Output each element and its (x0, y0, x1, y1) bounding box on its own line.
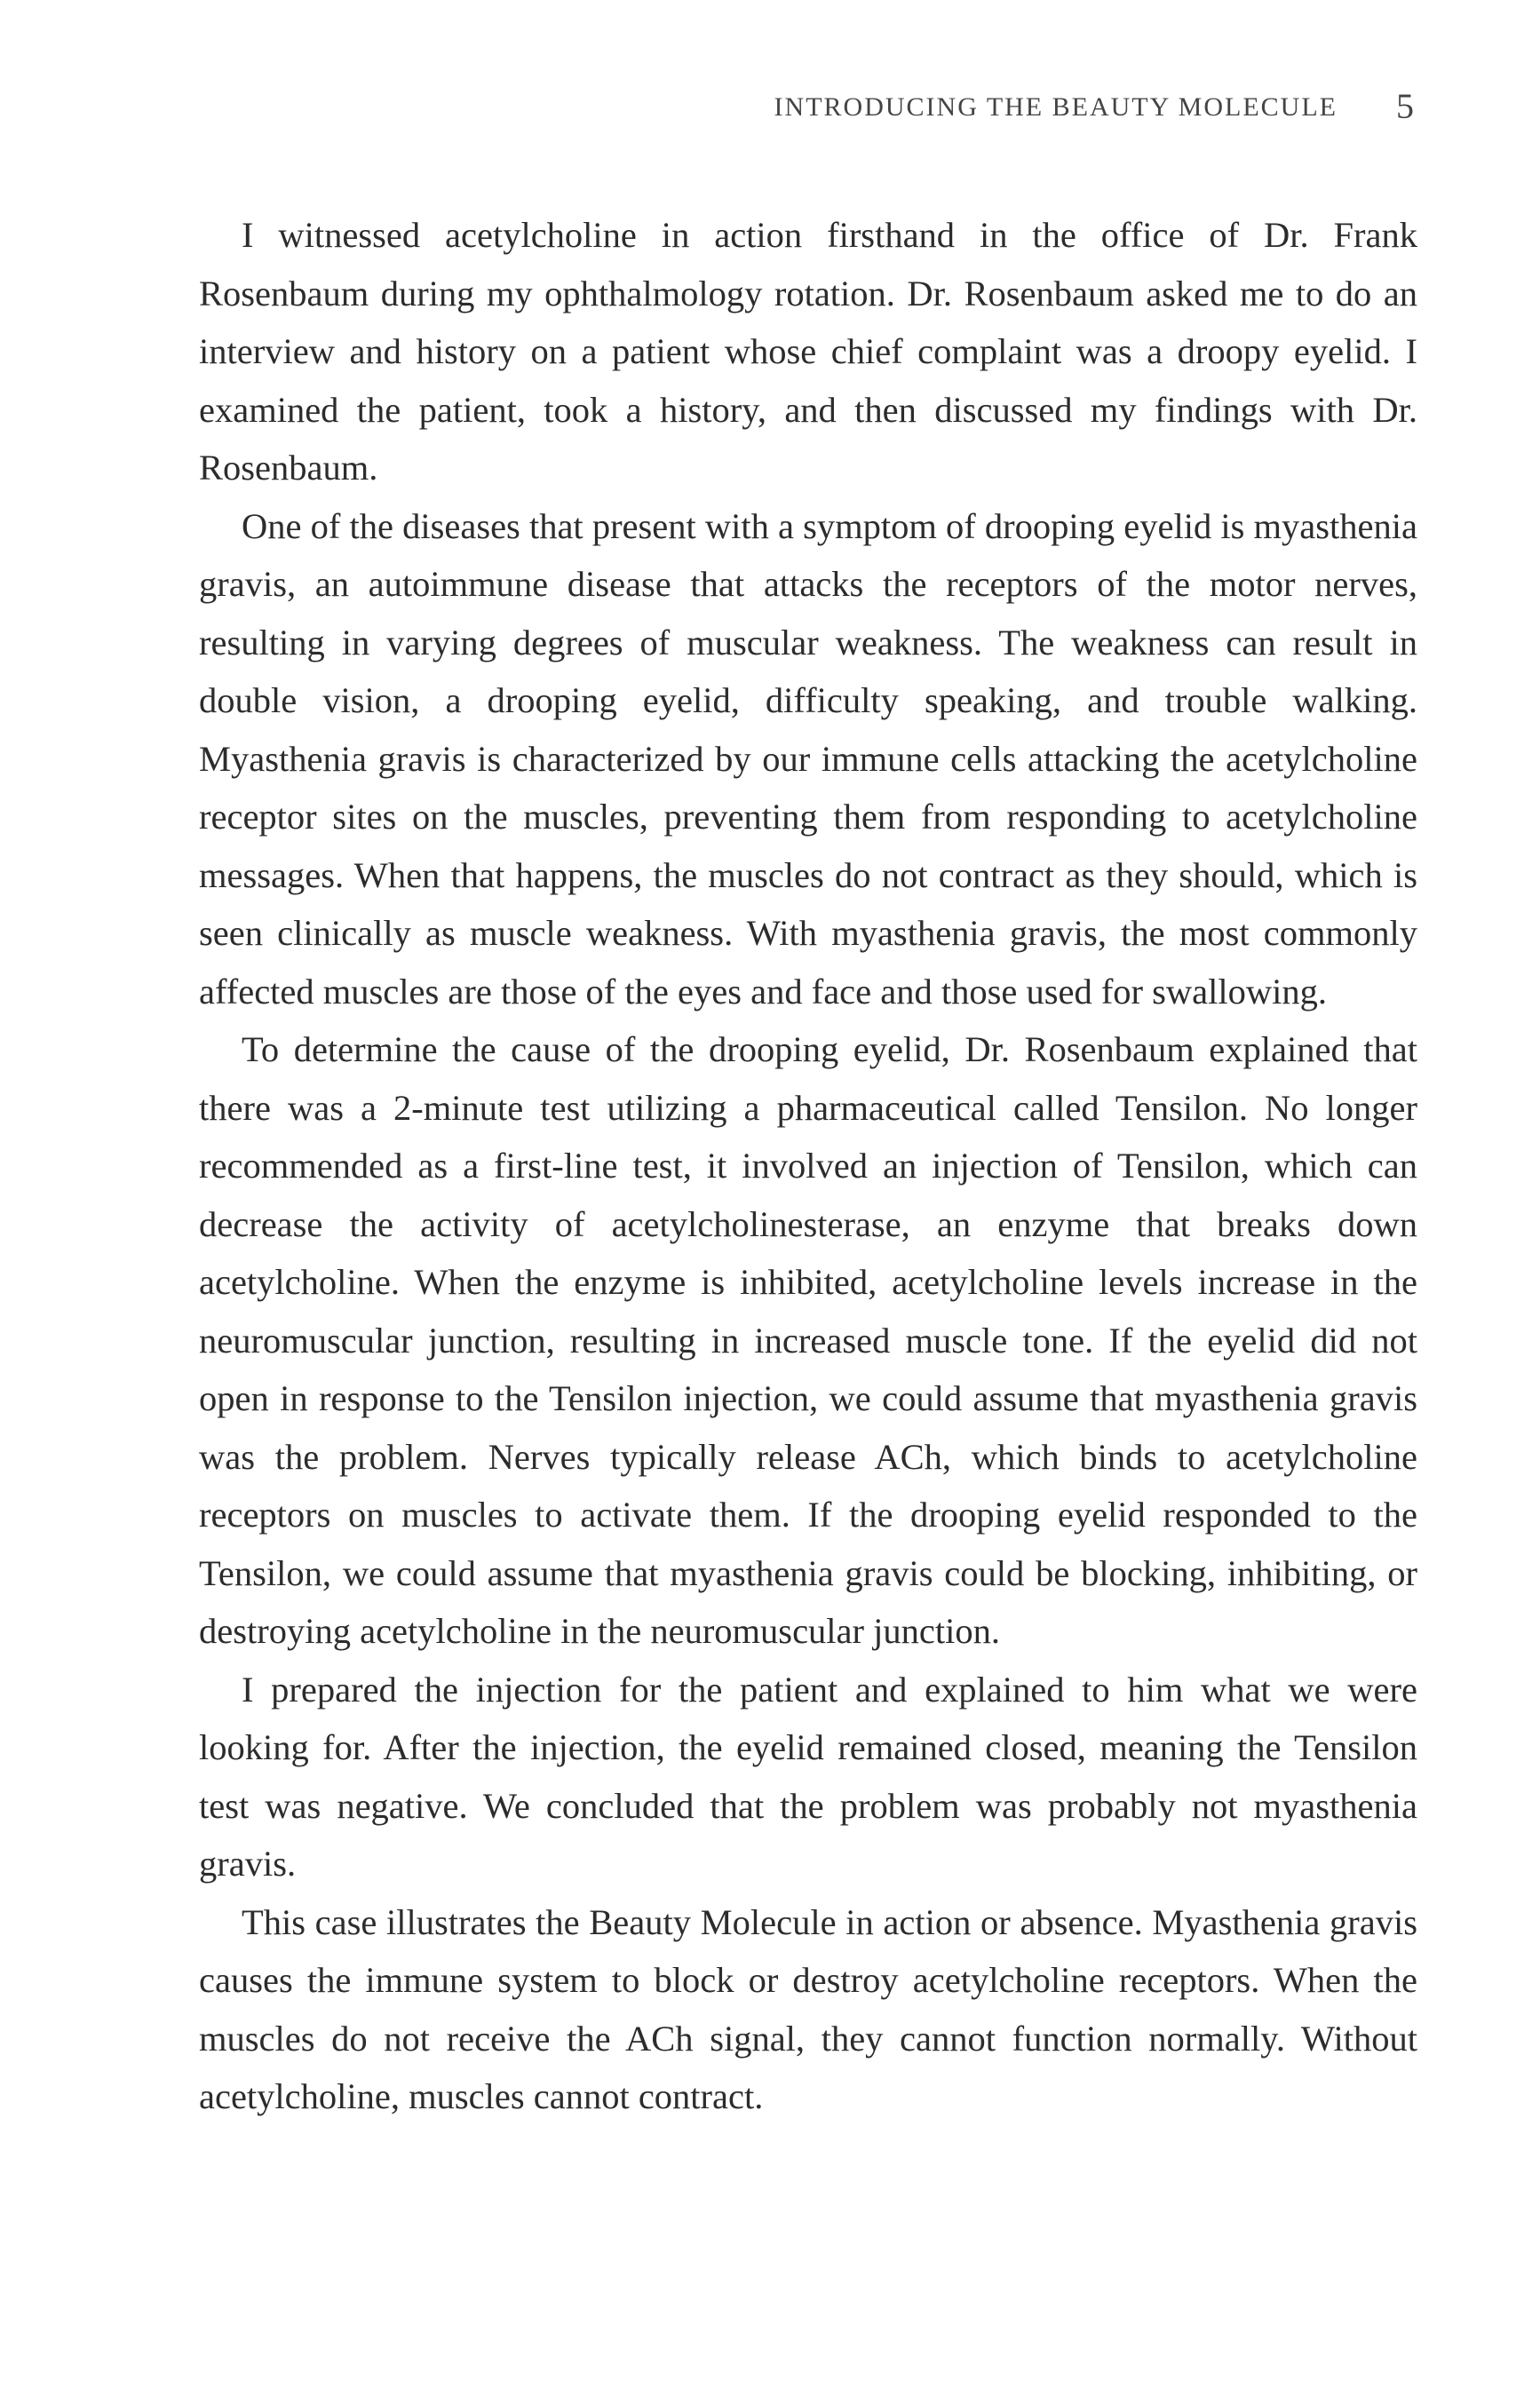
paragraph-5: This case illustrates the Beauty Molecule in action or absence. Myasthenia gravis causes the immune system to block or destroy acetylcholine receptors. When the muscles do not receive the ACh signal, they cannot function normally. Without acetylcholine, muscles cannot contract. (199, 1901, 1417, 2116)
running-head (0, 86, 1540, 137)
paragraph-3: To determine the cause of the drooping eyelid, Dr. Rosenbaum explained that there was a 2-minute test utilizing a pharmaceutical called Tensilon. No longer recommended as a first-line test, it involved an injection of Tensilon, which can decrease the activity of acetylcholinesterase, an enzyme that breaks down acetylcholine. When the enzyme is inhibited, acetylcholine levels increase in the neuromuscular junction, resulting in increased muscle tone. If the eyelid did not open in response to the Tensilon injection, we could assume that myasthenia gravis was the problem. Nerves typically release ACh, which binds to acetylcholine receptors on muscles to activate them. If the drooping eyelid responded to the Tensilon, we could assume that myasthenia gravis could be blocking, inhibiting, or destroying acetylcholine in the neuromuscular junction. (199, 1029, 1417, 1651)
body-text (199, 206, 1417, 2126)
running-title: INTRODUCING THE BEAUTY MOLECULE (774, 92, 1338, 122)
page-number: 5 (1396, 86, 1414, 126)
paragraph-1: I witnessed acetylcholine in action firsthand in the office of Dr. Frank Rosenbaum during my ophthalmology rotation. Dr. Rosenbaum asked me to do an interview and history on a patient whose chief complaint was a droopy eyelid. I examined the patient, took a history, and then discussed my findings with Dr. Rosenbaum. (199, 215, 1417, 488)
paragraph-2: One of the diseases that present with a symptom of drooping eyelid is myasthenia gravis, an autoimmune disease that attacks the receptors of the motor nerves, resulting in varying degrees of muscular weakness. The weakness can result in double vision, a drooping eyelid, difficulty speaking, and trouble walking. Myasthenia gravis is characterized by our immune cells attacking the acetylcholine receptor sites on the muscles, preventing them from responding to acetylcholine messages. When that happens, the muscles do not contract as they should, which is seen clinically as muscle weakness. With myasthenia gravis, the most commonly affected muscles are those of the eyes and face and those used for swallowing. (199, 505, 1417, 1012)
paragraph-4: I prepared the injection for the patient and explained to him what we were looking for. After the injection, the eyelid remained closed, meaning the Tensilon test was negative. We concluded that the problem was probably not myasthenia gravis. (199, 1669, 1417, 1884)
